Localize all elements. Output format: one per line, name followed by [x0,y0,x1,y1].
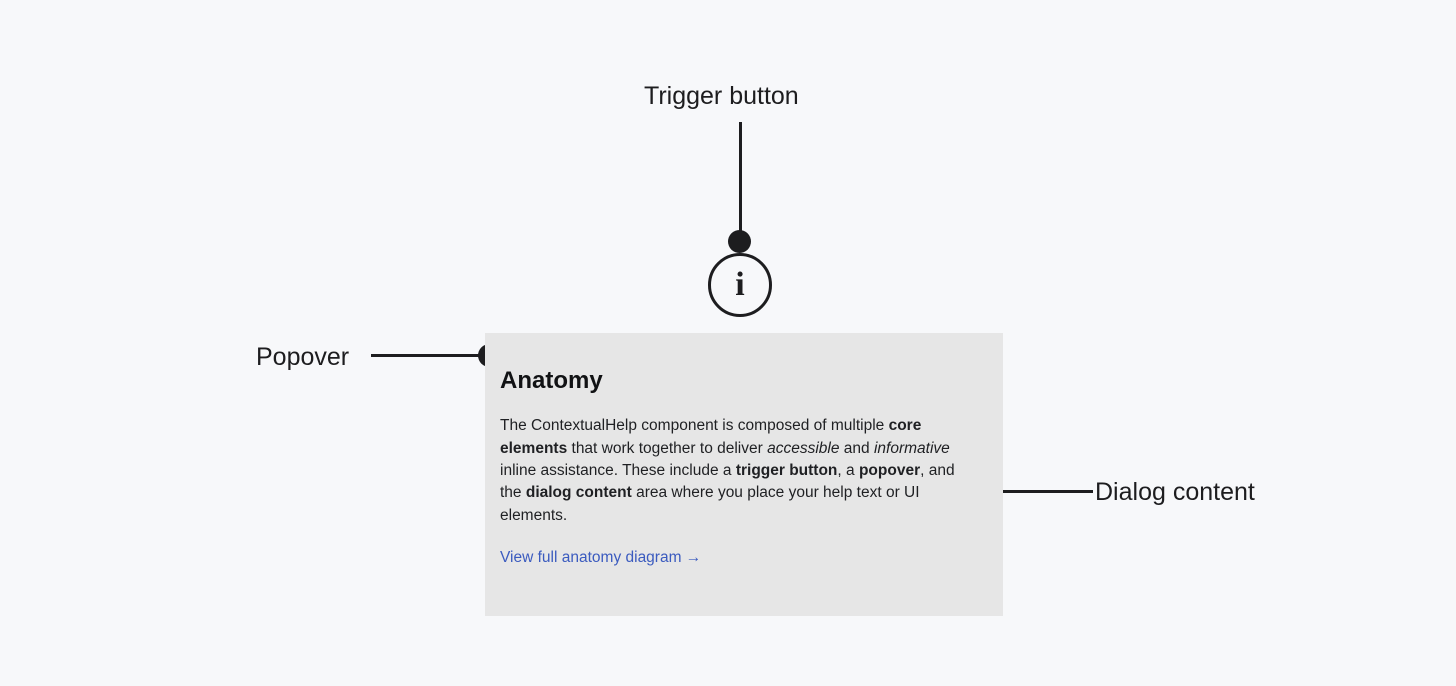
leader-line-popover [371,354,491,357]
body-em-informative: informative [873,439,950,457]
leader-dot-trigger-button [728,230,751,253]
body-text-1: The ContextualHelp component is composed of multiple [500,417,889,435]
body-text-2: that work together to deliver [567,439,768,457]
body-text-5: , a [837,462,859,480]
body-text-7: area where you place your help text or UI elements. [500,484,920,524]
leader-line-trigger-button [739,122,742,242]
annotation-label-trigger-button: Trigger button [644,82,799,110]
annotation-label-dialog-content: Dialog content [1095,478,1255,506]
body-strong-core-elements: core elements [500,417,922,457]
popover-title: Anatomy [500,367,603,394]
info-icon: i [735,266,745,303]
annotation-label-popover: Popover [256,343,350,371]
contextual-help-trigger-button[interactable] [708,253,772,317]
contextual-help-popover [485,333,1003,616]
view-full-anatomy-diagram-link[interactable]: View full anatomy diagram → [500,548,702,566]
body-em-accessible: accessible [767,439,840,457]
body-text-4: inline assistance. These include a [500,462,736,480]
body-strong-popover: popover [858,462,921,480]
body-text-3: and [839,439,874,457]
body-strong-trigger-button: trigger button [735,462,838,480]
body-strong-dialog-content: dialog content [525,484,632,502]
popover-dialog-content [500,415,970,527]
body-text-6: , and the [500,462,955,502]
